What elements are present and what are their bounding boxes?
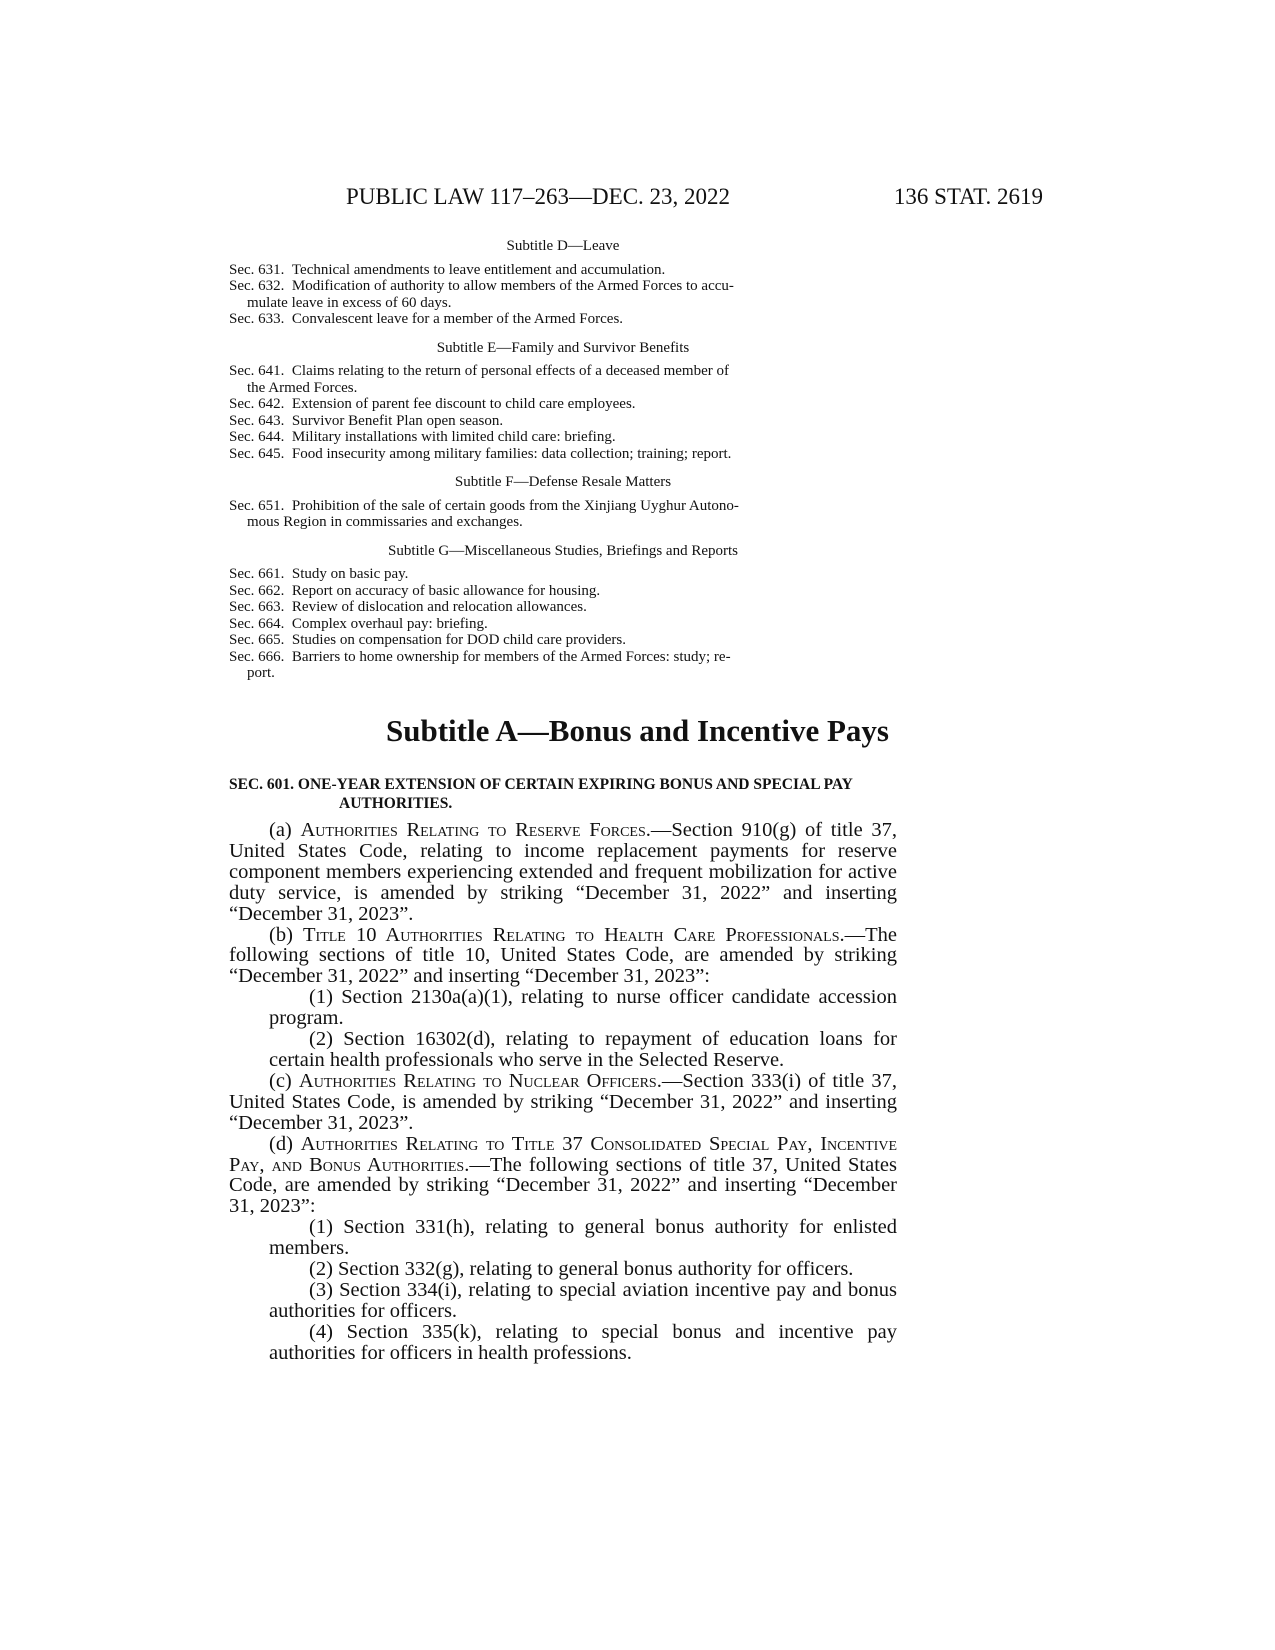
subsection-b-item-2: (2) Section 16302(d), relating to repayment of education loans for certain health professionals who serve in the Selected Reserve.	[269, 1028, 897, 1071]
toc-entry: Sec. 643. Survivor Benefit Plan open season.	[229, 412, 504, 429]
subtitle-a-heading: Subtitle A—Bonus and Incentive Pays	[386, 713, 889, 748]
subsection-d-item-3: (3) Section 334(i), relating to special aviation incentive pay and bonus authorities for officers.	[269, 1278, 897, 1322]
header-stat-page: 136 STAT. 2619	[893, 184, 1043, 209]
subsection-a: (a) Authorities Relating to Reserve Forces.—Section 910(g) of title 37, United States Code, relating to income replacement payments for reserve component members experiencing extended and frequent mobilization for active duty service, is amended by striking “December 31, 2022” and inserting “December 31, 2023”.	[229, 819, 898, 925]
subsection-d-caption: Authorities Relating to Title 37 Consolidated Special Pay, Incentive Pay, and Bonus Authorities.	[229, 1132, 898, 1176]
subsection-a-caption: Authorities Relating to Reserve Forces.	[300, 819, 651, 841]
toc-entry: Sec. 641. Claims relating to the return of personal effects of a deceased member of the Armed Forces.	[229, 363, 729, 396]
toc-entry: Sec. 644. Military installations with limited child care: briefing.	[229, 429, 616, 445]
toc-entry: Sec. 631. Technical amendments to leave entitlement and accumulation.	[229, 261, 666, 278]
toc-entry: Sec. 632. Modification of authority to allow members of the Armed Forces to accu- mulate leave in excess of 60 days.	[229, 278, 734, 311]
section-601-body	[229, 820, 897, 1364]
toc-subtitle-e-heading: Subtitle E—Family and Survivor Benefits	[436, 339, 690, 356]
toc-entry: Sec. 645. Food insecurity among military families: data collection; training; report.	[229, 445, 732, 462]
toc-entry: Sec. 665. Studies on compensation for DOD child care providers.	[229, 632, 627, 648]
subsection-c: (c) Authorities Relating to Nuclear Officers.—Section 333(i) of title 37, United States Code, is amended by striking “December 31, 2022” and inserting “December 31, 2023”.	[229, 1069, 898, 1134]
toc-entry: Sec. 642. Extension of parent fee discount to child care employees.	[229, 396, 636, 412]
subsection-d-item-1: (1) Section 331(h), relating to general bonus authority for enlisted members.	[269, 1216, 897, 1260]
toc-entry: Sec. 661. Study on basic pay.	[229, 566, 409, 582]
toc-entry: Sec. 664. Complex overhaul pay: briefing.	[229, 615, 488, 632]
toc-entry: Sec. 666. Barriers to home ownership for members of the Armed Forces: study; re- port.	[229, 648, 731, 681]
subsection-d: (d) Authorities Relating to Title 37 Consolidated Special Pay, Incentive Pay, and Bonus Authorities.—The following sections of title 37, United States Code, are amended by striking “December 31, 2022” and inserting “December 31, 2023”:	[229, 1132, 898, 1218]
toc-entry: Sec. 651. Prohibition of the sale of certain goods from the Xinjiang Uyghur Autono- mous Region in commissaries and exchanges.	[229, 497, 739, 530]
toc-entry: Sec. 633. Convalescent leave for a member of the Armed Forces.	[229, 311, 624, 327]
subsection-c-caption: Authorities Relating to Nuclear Officers.	[298, 1069, 662, 1092]
toc-entry: Sec. 662. Report on accuracy of basic allowance for housing.	[229, 582, 601, 599]
subsection-b: (b) Title 10 Authorities Relating to Health Care Professionals.—The following sections of title 10, United States Code, are amended by striking “December 31, 2022” and inserting “December 31, 2023”:	[229, 923, 897, 988]
section-number: SEC. 601.	[229, 776, 295, 793]
subsection-b-item-1: (1) Section 2130a(a)(1), relating to nurse officer candidate accession program.	[269, 986, 897, 1030]
subsection-b-caption: Title 10 Authorities Relating to Health Care Professionals.	[303, 923, 845, 946]
subsection-d-item-2: (2) Section 332(g), relating to general bonus authority for officers.	[309, 1258, 854, 1281]
header-title: PUBLIC LAW 117–263—DEC. 23, 2022	[346, 184, 731, 209]
toc-subtitle-d-heading: Subtitle D—Leave	[506, 238, 620, 254]
toc-subtitle-g-heading: Subtitle G—Miscellaneous Studies, Briefings and Reports	[388, 542, 738, 559]
toc-entry: Sec. 663. Review of dislocation and relocation allowances.	[229, 599, 587, 615]
subsection-d-item-4: (4) Section 335(k), relating to special bonus and incentive pay authorities for officers in health professions.	[269, 1320, 897, 1364]
table-of-contents	[229, 238, 897, 682]
toc-subtitle-f-heading: Subtitle F—Defense Resale Matters	[454, 474, 672, 490]
section-601-heading	[229, 775, 897, 813]
page-header	[0, 184, 1275, 214]
section-title: ONE-YEAR EXTENSION OF CERTAIN EXPIRING BONUS AND SPECIAL PAY AUTHORITIES.	[297, 776, 853, 812]
